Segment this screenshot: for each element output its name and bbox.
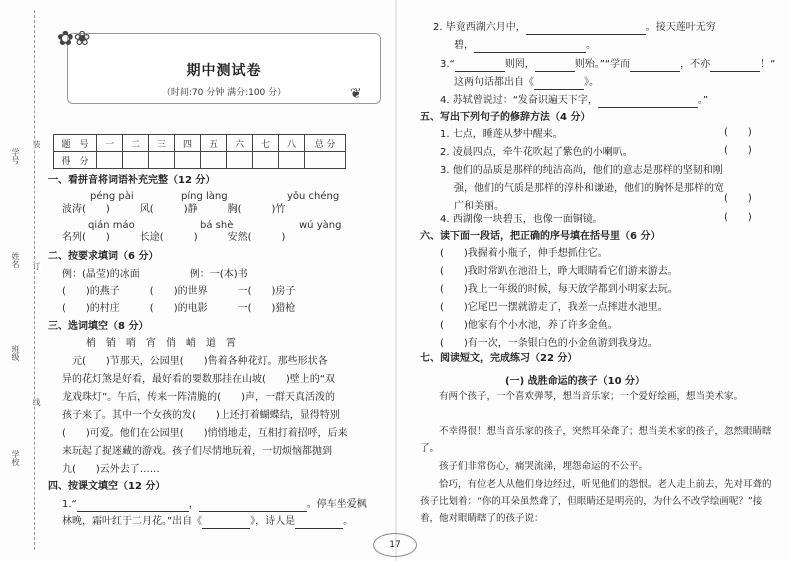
answer-blank[interactable] <box>534 89 584 90</box>
answer-blank[interactable] <box>526 34 646 35</box>
text-fragment: ！” <box>760 59 776 70</box>
text-fragment: 。接天莲叶无穷 <box>645 22 716 33</box>
ordering-item[interactable]: ( )我上一年级的时候，每天放学都到小明家去玩。 <box>440 284 678 295</box>
section-5-heading: 五、写出下列句子的修辞方法（4 分） <box>420 112 591 123</box>
passage-line: ( )可爱。他们在公园里( )悄悄地走，互相打着招呼，后来 <box>62 428 348 439</box>
score-cell: 二 <box>123 135 149 152</box>
score-input[interactable] <box>305 152 346 169</box>
score-cell: 得 分 <box>54 152 97 169</box>
rhetoric-item: 强，他们的气质是那样的淳朴和谦逊，他们的胸怀是那样的宽 <box>454 183 724 194</box>
score-cell: 题 号 <box>54 135 97 152</box>
section-4-line-1 <box>62 498 367 512</box>
answer-blank[interactable] <box>202 528 250 529</box>
score-cell: 八 <box>279 135 305 152</box>
section-2-line-2: ( )的村庄 ( )的电影 一( )猎枪 <box>62 303 296 314</box>
text-fragment: 》，诗人是 <box>250 516 296 527</box>
text-fragment: 则殆。”“学而 <box>574 59 631 70</box>
section-1-line-1: 波涛( ) 风( )静 胸( )竹 <box>62 204 286 215</box>
text-fragment: 1.“ <box>62 499 77 510</box>
story-paragraph: 不幸得很！想当音乐家的孩子，突然耳朵聋了；想当美术家的孩子，忽然眼睛瞎了。 <box>420 426 772 454</box>
pinyin-1: péng pài <box>90 191 134 202</box>
text-fragment: ， <box>188 499 199 510</box>
passage-line: 元( )节那天，公园里( )售着各种花灯。那些形状各 <box>72 356 328 367</box>
answer-blank[interactable] <box>77 511 189 512</box>
score-cell: 四 <box>175 135 201 152</box>
story-paragraph: 恰巧，有位老人从他们身边经过，听见他们的怨恨。老人走上前去，先对耳聋的孩子比划着：“你的耳朵虽然聋了，但眼睛还是明亮的，为什么不改学绘画呢？”接着，他对眼睛瞎了的孩子说： <box>420 479 772 524</box>
score-cell: 七 <box>253 135 279 152</box>
text-fragment: ，不亦 <box>680 59 711 70</box>
rhetoric-item: 2. 凌晨四点，牵牛花吹起了紫色的小喇叭。 <box>440 147 633 158</box>
pinyin-2: píng làng <box>181 191 228 202</box>
score-input[interactable] <box>279 152 305 169</box>
pinyin-3: yǒu chéng <box>287 191 340 202</box>
ordering-item[interactable]: ( )有一次，一条银白色的小金鱼游到我身边。 <box>440 338 658 349</box>
section-4-q3-line-2 <box>454 76 599 90</box>
score-cell: 五 <box>201 135 227 152</box>
word-bank: 梢 销 哨 宵 俏 峭 道 霄 <box>86 338 236 349</box>
section-4-q2-line-2 <box>454 39 596 53</box>
section-2-line-1: ( )的燕子 ( )的世界 一( )房子 <box>62 286 296 297</box>
ordering-item[interactable]: ( )我时常趴在池沿上，睁大眼睛看它们游来游去。 <box>440 266 678 277</box>
binding-margin <box>0 0 52 561</box>
margin-bind-label: 订 <box>32 262 41 270</box>
section-3-heading: 三、选词填空（8 分） <box>48 321 149 332</box>
flower-ornament-icon: ❦ <box>350 86 362 102</box>
exam-info: （时间:70 分钟 满分:100 分） <box>161 88 287 98</box>
cut-line <box>34 10 35 550</box>
answer-blank[interactable] <box>710 71 760 72</box>
pinyin-4: qián máo <box>88 220 135 231</box>
answer-blank[interactable] <box>295 528 343 529</box>
page-number: 17 <box>373 533 417 557</box>
score-cell: 三 <box>149 135 175 152</box>
rhetoric-item: 1. 七点，睡莲从梦中醒来。 <box>440 129 563 140</box>
title-box <box>67 33 381 104</box>
score-cell: 一 <box>97 135 123 152</box>
answer-paren[interactable]: ( ) <box>724 127 752 138</box>
rhetoric-item: 4. 西湖像一块碧玉，也像一面铜镜。 <box>440 214 603 225</box>
section-2-heading: 二、按要求填词（6 分） <box>48 251 159 262</box>
answer-paren[interactable]: ( ) <box>724 193 752 204</box>
story-paragraph: 孩子们非常伤心，痛哭流涕，埋怨命运的不公平。 <box>420 461 649 472</box>
section-4-q4 <box>440 94 708 108</box>
margin-line-label: 线 <box>32 398 41 406</box>
section-4-q2-line-1 <box>433 21 716 35</box>
answer-paren[interactable]: ( ) <box>724 145 752 156</box>
text-fragment: 林晚，霜叶红于二月花。”出自《 <box>62 516 203 527</box>
flower-ornament-icon: ✿❀ <box>57 26 91 50</box>
passage-line: 异的花灯煞是好看，最好看的要数那挂在山坡( )壁上的“双 <box>62 374 335 385</box>
rhetoric-item: 3. 他们的品质是那样的纯洁高尚，他们的意志是那样的坚韧和刚 <box>440 165 723 176</box>
book-spine <box>395 0 397 561</box>
section-4-q3-line-1 <box>440 58 775 72</box>
section-2-example: 例：(晶莹)的冰面 例：一(本)书 <box>62 269 248 280</box>
score-input[interactable] <box>123 152 149 169</box>
section-6-heading: 六、读下面一段话，把正确的序号填在括号里（6 分） <box>420 231 661 242</box>
text-fragment: 这两句话都出自《 <box>454 77 534 88</box>
margin-school-label: 学校 <box>11 450 20 466</box>
score-input[interactable] <box>227 152 253 169</box>
answer-paren[interactable]: ( ) <box>724 212 752 223</box>
text-fragment: 》。 <box>584 77 599 88</box>
section-7-heading: 七、阅读短文，完成练习（22 分） <box>420 353 578 364</box>
text-fragment: 碧， <box>454 40 474 51</box>
score-input[interactable] <box>149 152 175 169</box>
ordering-item[interactable]: ( )我握着小瓶子，伸手想抓住它。 <box>440 248 608 259</box>
text-fragment: 。 <box>586 40 596 51</box>
score-table-header-row <box>54 135 346 152</box>
answer-blank[interactable] <box>474 52 586 53</box>
passage-line: 九( )云外去了…… <box>62 464 160 475</box>
score-cell: 六 <box>227 135 253 152</box>
section-1-line-2: 名列( ) 长途( ) 安然( ) <box>62 232 286 243</box>
margin-name-label: 姓名 <box>11 252 20 268</box>
answer-blank[interactable] <box>630 71 680 72</box>
passage-line: 孩子来了。其中一个女孩的发( )上还打着蝴蝶结，显得特别 <box>62 410 340 421</box>
answer-blank[interactable] <box>199 511 307 512</box>
margin-number-label: 学号 <box>11 148 20 164</box>
text-fragment: 。停车坐爱枫 <box>306 499 367 510</box>
page-title: 期中测试卷 <box>186 63 262 79</box>
rhetoric-item: 广和美丽。 <box>454 201 504 212</box>
text-fragment: 2. 毕竟西湖六月中， <box>433 22 526 33</box>
score-input[interactable] <box>253 152 279 169</box>
text-fragment: 则罔， <box>504 59 535 70</box>
margin-seal-label: 装 <box>32 140 41 148</box>
section-1-heading: 一、看拼音将词语补充完整（12 分） <box>48 175 216 186</box>
pinyin-6: wú yàng <box>299 220 342 231</box>
story-title: (一) 战胜命运的孩子（10 分） <box>505 376 646 387</box>
story-paragraph: 有两个孩子，一个喜欢弹琴，想当音乐家；一个爱好绘画，想当美术家。 <box>420 391 744 402</box>
answer-blank[interactable] <box>535 71 575 72</box>
text-fragment: 。” <box>697 95 709 106</box>
answer-blank[interactable] <box>455 71 505 72</box>
section-4-line-2 <box>62 515 353 529</box>
answer-blank[interactable] <box>598 107 698 108</box>
score-input[interactable] <box>175 152 201 169</box>
section-4-heading: 四、按课文填空（12 分） <box>48 481 166 492</box>
score-input[interactable] <box>97 152 123 169</box>
passage-line: 来玩起了捉迷藏的游戏。孩子们尽情地玩着，一切烦恼都抛到 <box>62 446 332 457</box>
text-fragment: 4. 苏轼曾说过：“发奋识遍天下字， <box>440 95 598 106</box>
pinyin-5: bá shè <box>200 220 234 231</box>
ordering-item[interactable]: ( )他家有个小水池，养了许多金鱼。 <box>440 320 618 331</box>
text-fragment: 。 <box>343 516 354 527</box>
score-table-score-row <box>54 152 346 169</box>
passage-line: 龙戏珠灯”。午后，传来一阵清脆的( )声，一群天真活泼的 <box>62 392 335 403</box>
margin-class-label: 班级 <box>11 345 20 361</box>
text-fragment: 3.“ <box>440 59 455 70</box>
ordering-item[interactable]: ( )它尾巴一摆就游走了，我差一点摔进水池里。 <box>440 302 668 313</box>
score-input[interactable] <box>201 152 227 169</box>
score-cell: 总 分 <box>305 135 346 152</box>
score-table <box>53 134 346 169</box>
